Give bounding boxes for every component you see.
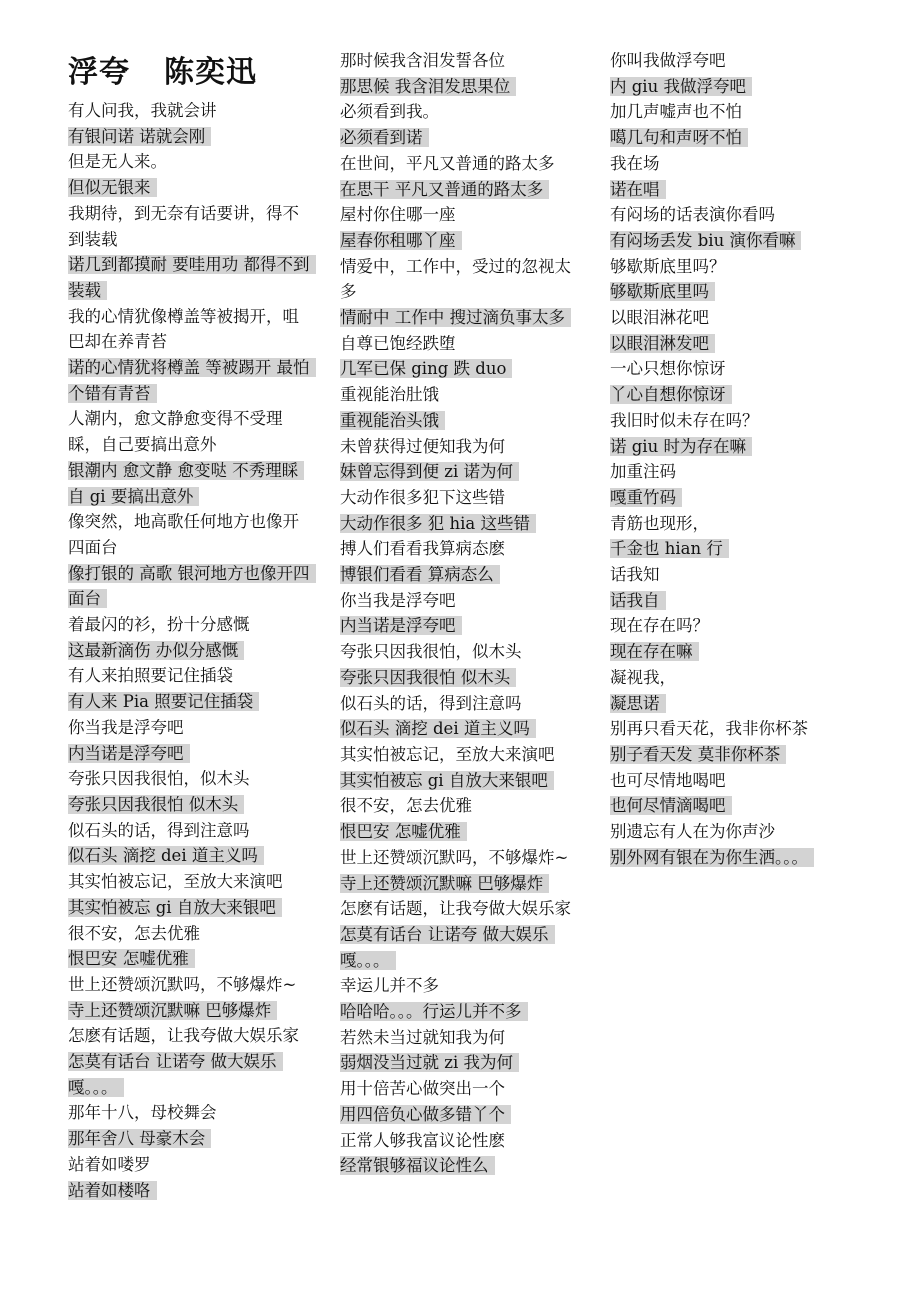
lyric-text: 以眼泪淋发吧 [610, 334, 715, 353]
lyric-line [610, 254, 855, 280]
lyric-text: 站着如楼咯 [68, 1181, 157, 1200]
lyric-text: 话我自 [610, 591, 666, 610]
lyric-text: 有闷场丢发 biu 演你看嘛 [610, 231, 801, 250]
lyrics-column-1 [68, 48, 313, 1203]
lyric-text: 博银们看看 算病态么 [340, 565, 500, 584]
phonetic-lyric-line [610, 845, 855, 871]
song-name: 浮夸 [68, 55, 130, 90]
lyric-line [68, 149, 313, 175]
lyric-line [68, 869, 313, 895]
lyric-line [68, 1023, 313, 1049]
lyric-text: 有人来拍照要记住插袋 [68, 666, 233, 686]
lyric-text: 你当我是浮夸吧 [68, 717, 184, 737]
phonetic-lyric-line [340, 1153, 585, 1179]
lyric-line [68, 766, 313, 792]
phonetic-lyric-line [340, 305, 585, 331]
lyric-text: 别子看天发 莫非你杯茶 [610, 745, 786, 764]
lyric-line [340, 793, 585, 819]
lyric-line [340, 1025, 585, 1051]
lyric-text: 很不安，怎去优雅 [340, 796, 472, 816]
phonetic-lyric-line [68, 1049, 313, 1100]
lyric-text: 有人问我，我就会讲 [68, 101, 217, 120]
lyric-line [610, 665, 855, 691]
phonetic-lyric-line [610, 691, 855, 717]
lyric-text: 也可尽情地喝吧 [610, 770, 726, 790]
lyric-text: 诺几到都摸耐 要哇用功 都得不到装载 [68, 255, 316, 300]
lyric-text: 夸张只因我很怕，似木头 [340, 642, 522, 662]
lyric-text: 但是无人来。 [68, 152, 167, 172]
lyric-text: 自尊已饱经跌堕 [340, 333, 456, 353]
lyric-text: 其实怕被忘记，至放大来演吧 [68, 872, 283, 892]
lyric-text: 怎莫有话台 让诺夸 做大娱乐嘎。。。 [68, 1052, 283, 1097]
lyric-line [340, 845, 585, 871]
lyric-text: 现在存在吗？ [610, 616, 709, 636]
lyric-text: 以眼泪淋花吧 [610, 308, 709, 328]
lyric-text: 夸张只因我很怕 似木头 [68, 795, 244, 814]
lyric-text: 别遗忘有人在为你声沙 [610, 822, 775, 842]
phonetic-lyric-line [610, 74, 855, 100]
lyric-text: 有闷场的话表演你看吗 [610, 205, 775, 225]
lyric-text: 寺上还赞颂沉默嘛 巴够爆炸 [340, 874, 549, 893]
lyric-text: 加重注码 [610, 462, 676, 482]
lyric-line [610, 151, 855, 177]
lyric-text: 像突然，地高歌任何地方也像开四面台 [68, 512, 299, 557]
lyric-line [340, 691, 585, 717]
lyric-text: 内当诺是浮夸吧 [68, 744, 190, 763]
lyric-text: 情耐中 工作中 搜过滴负事太多 [340, 308, 571, 327]
lyric-text: 那时候我含泪发誓各位 [340, 51, 505, 70]
phonetic-lyric-line [68, 843, 313, 869]
phonetic-lyric-line [68, 458, 313, 509]
lyric-line [610, 511, 855, 537]
lyric-line [340, 151, 585, 177]
lyric-text: 够歇斯底里吗？ [610, 256, 726, 276]
lyric-text: 重视能治肚饿 [340, 385, 439, 405]
lyrics-column-3 [610, 48, 855, 871]
phonetic-lyric-line [610, 793, 855, 819]
lyric-text: 恨巴安 怎嘘优雅 [68, 949, 195, 968]
lyric-line [68, 612, 313, 638]
lyric-text: 妹曾忘得到便 zi 诺为何 [340, 462, 519, 481]
lyric-text: 似石头 滴挖 dei 道主义吗 [68, 846, 264, 865]
lyric-line [68, 715, 313, 741]
lyric-line [68, 1100, 313, 1126]
lyric-line [340, 254, 585, 305]
lyric-line [68, 509, 313, 560]
lyric-line [68, 201, 313, 252]
lyric-line [610, 613, 855, 639]
lyric-text: 嘎重竹码 [610, 488, 682, 507]
phonetic-lyric-line [610, 485, 855, 511]
lyric-line [68, 921, 313, 947]
phonetic-lyric-line [340, 1050, 585, 1076]
lyric-text: 寺上还赞颂沉默嘛 巴够爆炸 [68, 1001, 277, 1020]
phonetic-lyric-line [340, 356, 585, 382]
lyric-text: 正常人够我富议论性麽 [340, 1130, 505, 1150]
phonetic-lyric-line [340, 177, 585, 203]
phonetic-lyric-line [68, 252, 313, 303]
phonetic-lyric-line [68, 1126, 313, 1152]
lyric-text: 屋春你租哪丫座 [340, 231, 462, 250]
phonetic-lyric-line [610, 639, 855, 665]
lyric-text: 噶几句和声呀不怕 [610, 128, 748, 147]
lyric-line [340, 331, 585, 357]
lyric-text: 很不安，怎去优雅 [68, 923, 200, 943]
lyric-line [68, 98, 313, 124]
lyric-line [340, 1128, 585, 1154]
lyric-text: 必须看到诺 [340, 128, 429, 147]
lyric-line [340, 1076, 585, 1102]
artist-name: 陈奕迅 [164, 55, 257, 90]
phonetic-lyric-line [610, 125, 855, 151]
phonetic-lyric-line [340, 665, 585, 691]
lyric-text: 必须看到我。 [340, 102, 439, 122]
lyric-line [340, 973, 585, 999]
lyric-line [340, 896, 585, 922]
lyric-line [68, 1152, 313, 1178]
lyric-text: 丫心自想你惊讶 [610, 385, 732, 404]
lyric-text: 有银问诺 诺就会刚 [68, 127, 211, 146]
lyric-line [610, 768, 855, 794]
phonetic-lyric-line [340, 562, 585, 588]
lyric-text: 这最新滴伤 办似分感慨 [68, 641, 244, 660]
lyric-text: 那思候 我含泪发思果位 [340, 77, 516, 96]
lyric-text: 重视能治头饿 [340, 411, 445, 430]
phonetic-lyric-line [68, 124, 313, 150]
lyric-text: 诺 giu 时为存在嘛 [610, 437, 752, 456]
lyric-text: 站着如喽罗 [68, 1154, 151, 1174]
lyric-line [340, 536, 585, 562]
lyric-text: 着最闪的衫，扮十分感慨 [68, 615, 250, 635]
lyric-text: 大动作很多犯下这些错 [340, 487, 505, 507]
phonetic-lyric-line [610, 177, 855, 203]
lyric-line [68, 406, 313, 457]
phonetic-lyric-line [610, 382, 855, 408]
lyric-text: 现在存在嘛 [610, 642, 699, 661]
phonetic-lyric-line [68, 895, 313, 921]
lyric-text: 似石头的话，得到注意吗 [340, 693, 522, 713]
lyric-text: 夸张只因我很怕，似木头 [68, 769, 250, 789]
phonetic-lyric-line [340, 459, 585, 485]
phonetic-lyric-line [68, 741, 313, 767]
lyric-line [610, 99, 855, 125]
phonetic-lyric-line [340, 228, 585, 254]
lyric-line [340, 434, 585, 460]
lyric-line [68, 304, 313, 355]
lyric-text: 似石头的话，得到注意吗 [68, 820, 250, 840]
phonetic-lyric-line [68, 792, 313, 818]
phonetic-lyric-line [340, 125, 585, 151]
phonetic-lyric-line [340, 768, 585, 794]
phonetic-lyric-line [340, 511, 585, 537]
lyric-text: 凝视我， [610, 667, 676, 687]
lyric-text: 我在场 [610, 153, 660, 173]
lyric-text: 经常银够福议论性么 [340, 1156, 495, 1175]
phonetic-lyric-line [68, 946, 313, 972]
lyric-text: 别再只看天花，我非你杯茶 [610, 719, 808, 739]
lyric-text: 恨巴安 怎嘘优雅 [340, 822, 467, 841]
lyric-line [610, 562, 855, 588]
lyric-text: 够歇斯底里吗 [610, 282, 715, 301]
lyric-text: 弱烟没当过就 zi 我为何 [340, 1053, 519, 1072]
lyric-text: 其实怕被忘记，至放大来演吧 [340, 744, 555, 764]
lyric-line [610, 48, 855, 74]
lyric-text: 情爱中，工作中，受过的忽视太多 [340, 256, 571, 302]
lyric-line [610, 459, 855, 485]
lyric-text: 人潮内，愈文静愈变得不受理睬，自己要搞出意外 [68, 409, 283, 455]
lyric-text: 你当我是浮夸吧 [340, 590, 456, 610]
lyric-line [340, 588, 585, 614]
phonetic-lyric-line [340, 922, 585, 973]
phonetic-lyric-line [340, 613, 585, 639]
lyric-line [340, 48, 585, 74]
lyric-text: 那年十八，母校舞会 [68, 1103, 217, 1123]
phonetic-lyric-line [340, 408, 585, 434]
lyric-text: 用十倍苦心做突出一个 [340, 1079, 505, 1099]
phonetic-lyric-line [340, 999, 585, 1025]
lyric-text: 搏人们看看我算病态麽 [340, 539, 505, 559]
phonetic-lyric-line [68, 638, 313, 664]
lyric-text: 别外网有银在为你生洒。。。 [610, 848, 814, 867]
phonetic-lyric-line [340, 716, 585, 742]
lyric-line [340, 202, 585, 228]
lyric-text: 用四倍负心做多错丫个 [340, 1105, 511, 1124]
phonetic-lyric-line [68, 689, 313, 715]
phonetic-lyric-line [610, 331, 855, 357]
lyric-text: 诺的心情犹将樽盖 等被踢开 最怕个错有青苔 [68, 358, 316, 403]
lyric-line [610, 819, 855, 845]
lyric-text: 世上还赞颂沉默吗，不够爆炸~ [340, 847, 569, 867]
lyric-text: 未曾获得过便知我为何 [340, 436, 505, 456]
phonetic-lyric-line [340, 871, 585, 897]
lyric-text: 凝思诺 [610, 694, 666, 713]
phonetic-lyric-line [610, 279, 855, 305]
lyric-text: 怎麽有话题，让我夸做大娱乐家 [68, 1026, 299, 1046]
phonetic-lyric-line [340, 1102, 585, 1128]
lyric-line [340, 382, 585, 408]
song-title [68, 48, 313, 98]
lyric-text: 夸张只因我很怕 似木头 [340, 668, 516, 687]
lyric-text: 青筋也现形， [610, 513, 709, 533]
lyric-text: 其实怕被忘 gi 自放大来银吧 [340, 771, 554, 790]
lyric-text: 内 giu 我做浮夸吧 [610, 77, 752, 96]
lyric-line [340, 639, 585, 665]
lyric-line [610, 202, 855, 228]
lyric-text: 哈哈哈。。。行运儿并不多 [340, 1002, 528, 1021]
lyric-text: 我旧时似未存在吗？ [610, 410, 759, 430]
lyric-text: 怎麽有话题，让我夸做大娱乐家 [340, 899, 571, 919]
lyric-text: 我期待，到无奈有话要讲，得不到装载 [68, 203, 299, 249]
lyric-text: 在思干 平凡又普通的路太多 [340, 180, 549, 199]
phonetic-lyric-line [610, 742, 855, 768]
lyric-text: 在世间，平凡又普通的路太多 [340, 153, 555, 173]
lyric-text: 大动作很多 犯 hia 这些错 [340, 514, 536, 533]
lyric-text: 若然未当过就知我为何 [340, 1027, 505, 1047]
lyric-text: 你叫我做浮夸吧 [610, 51, 726, 70]
lyric-text: 怎莫有话台 让诺夸 做大娱乐嘎。。。 [340, 925, 555, 970]
lyric-text: 像打银的 高歌 银河地方也像开四面台 [68, 564, 316, 609]
lyric-text: 内当诺是浮夸吧 [340, 616, 462, 635]
lyric-text: 有人来 Pia 照要记住插袋 [68, 692, 259, 711]
lyric-text: 千金也 hian 行 [610, 539, 729, 558]
lyric-text: 似石头 滴挖 dei 道主义吗 [340, 719, 536, 738]
lyric-text: 加几声嘘声也不怕 [610, 102, 742, 122]
phonetic-lyric-line [68, 1178, 313, 1204]
lyric-line [68, 663, 313, 689]
phonetic-lyric-line [340, 819, 585, 845]
lyric-text: 幸运儿并不多 [340, 976, 439, 996]
phonetic-lyric-line [610, 536, 855, 562]
phonetic-lyric-line [68, 355, 313, 406]
phonetic-lyric-line [610, 434, 855, 460]
lyric-text: 其实怕被忘 gi 自放大来银吧 [68, 898, 282, 917]
lyric-text: 屋村你住哪一座 [340, 205, 456, 225]
lyric-text: 一心只想你惊讶 [610, 359, 726, 379]
lyric-line [610, 408, 855, 434]
lyric-line [610, 305, 855, 331]
phonetic-lyric-line [340, 74, 585, 100]
lyric-line [340, 99, 585, 125]
phonetic-lyric-line [610, 588, 855, 614]
phonetic-lyric-line [68, 175, 313, 201]
lyric-text: 银潮内 愈文静 愈变哒 不秀理睬 自 gi 要搞出意外 [68, 461, 304, 506]
lyric-line [68, 972, 313, 998]
lyric-text: 诺在唱 [610, 180, 666, 199]
lyric-text: 几军已保 ging 跌 duo [340, 359, 512, 378]
lyric-text: 世上还赞颂沉默吗，不够爆炸~ [68, 974, 297, 994]
lyric-line [68, 818, 313, 844]
lyric-text: 话我知 [610, 565, 660, 585]
phonetic-lyric-line [610, 228, 855, 254]
lyric-line [340, 742, 585, 768]
phonetic-lyric-line [68, 561, 313, 612]
lyric-text: 但似无银来 [68, 178, 157, 197]
phonetic-lyric-line [68, 998, 313, 1024]
lyric-line [610, 356, 855, 382]
lyric-text: 也何尽情滴喝吧 [610, 796, 732, 815]
lyric-line [610, 716, 855, 742]
lyric-text: 那年舍八 母豪木会 [68, 1129, 211, 1148]
lyrics-column-2 [340, 48, 585, 1179]
lyric-text: 我的心情犹像樽盖等被揭开，咀巴却在养青苔 [68, 306, 299, 352]
lyric-line [340, 485, 585, 511]
